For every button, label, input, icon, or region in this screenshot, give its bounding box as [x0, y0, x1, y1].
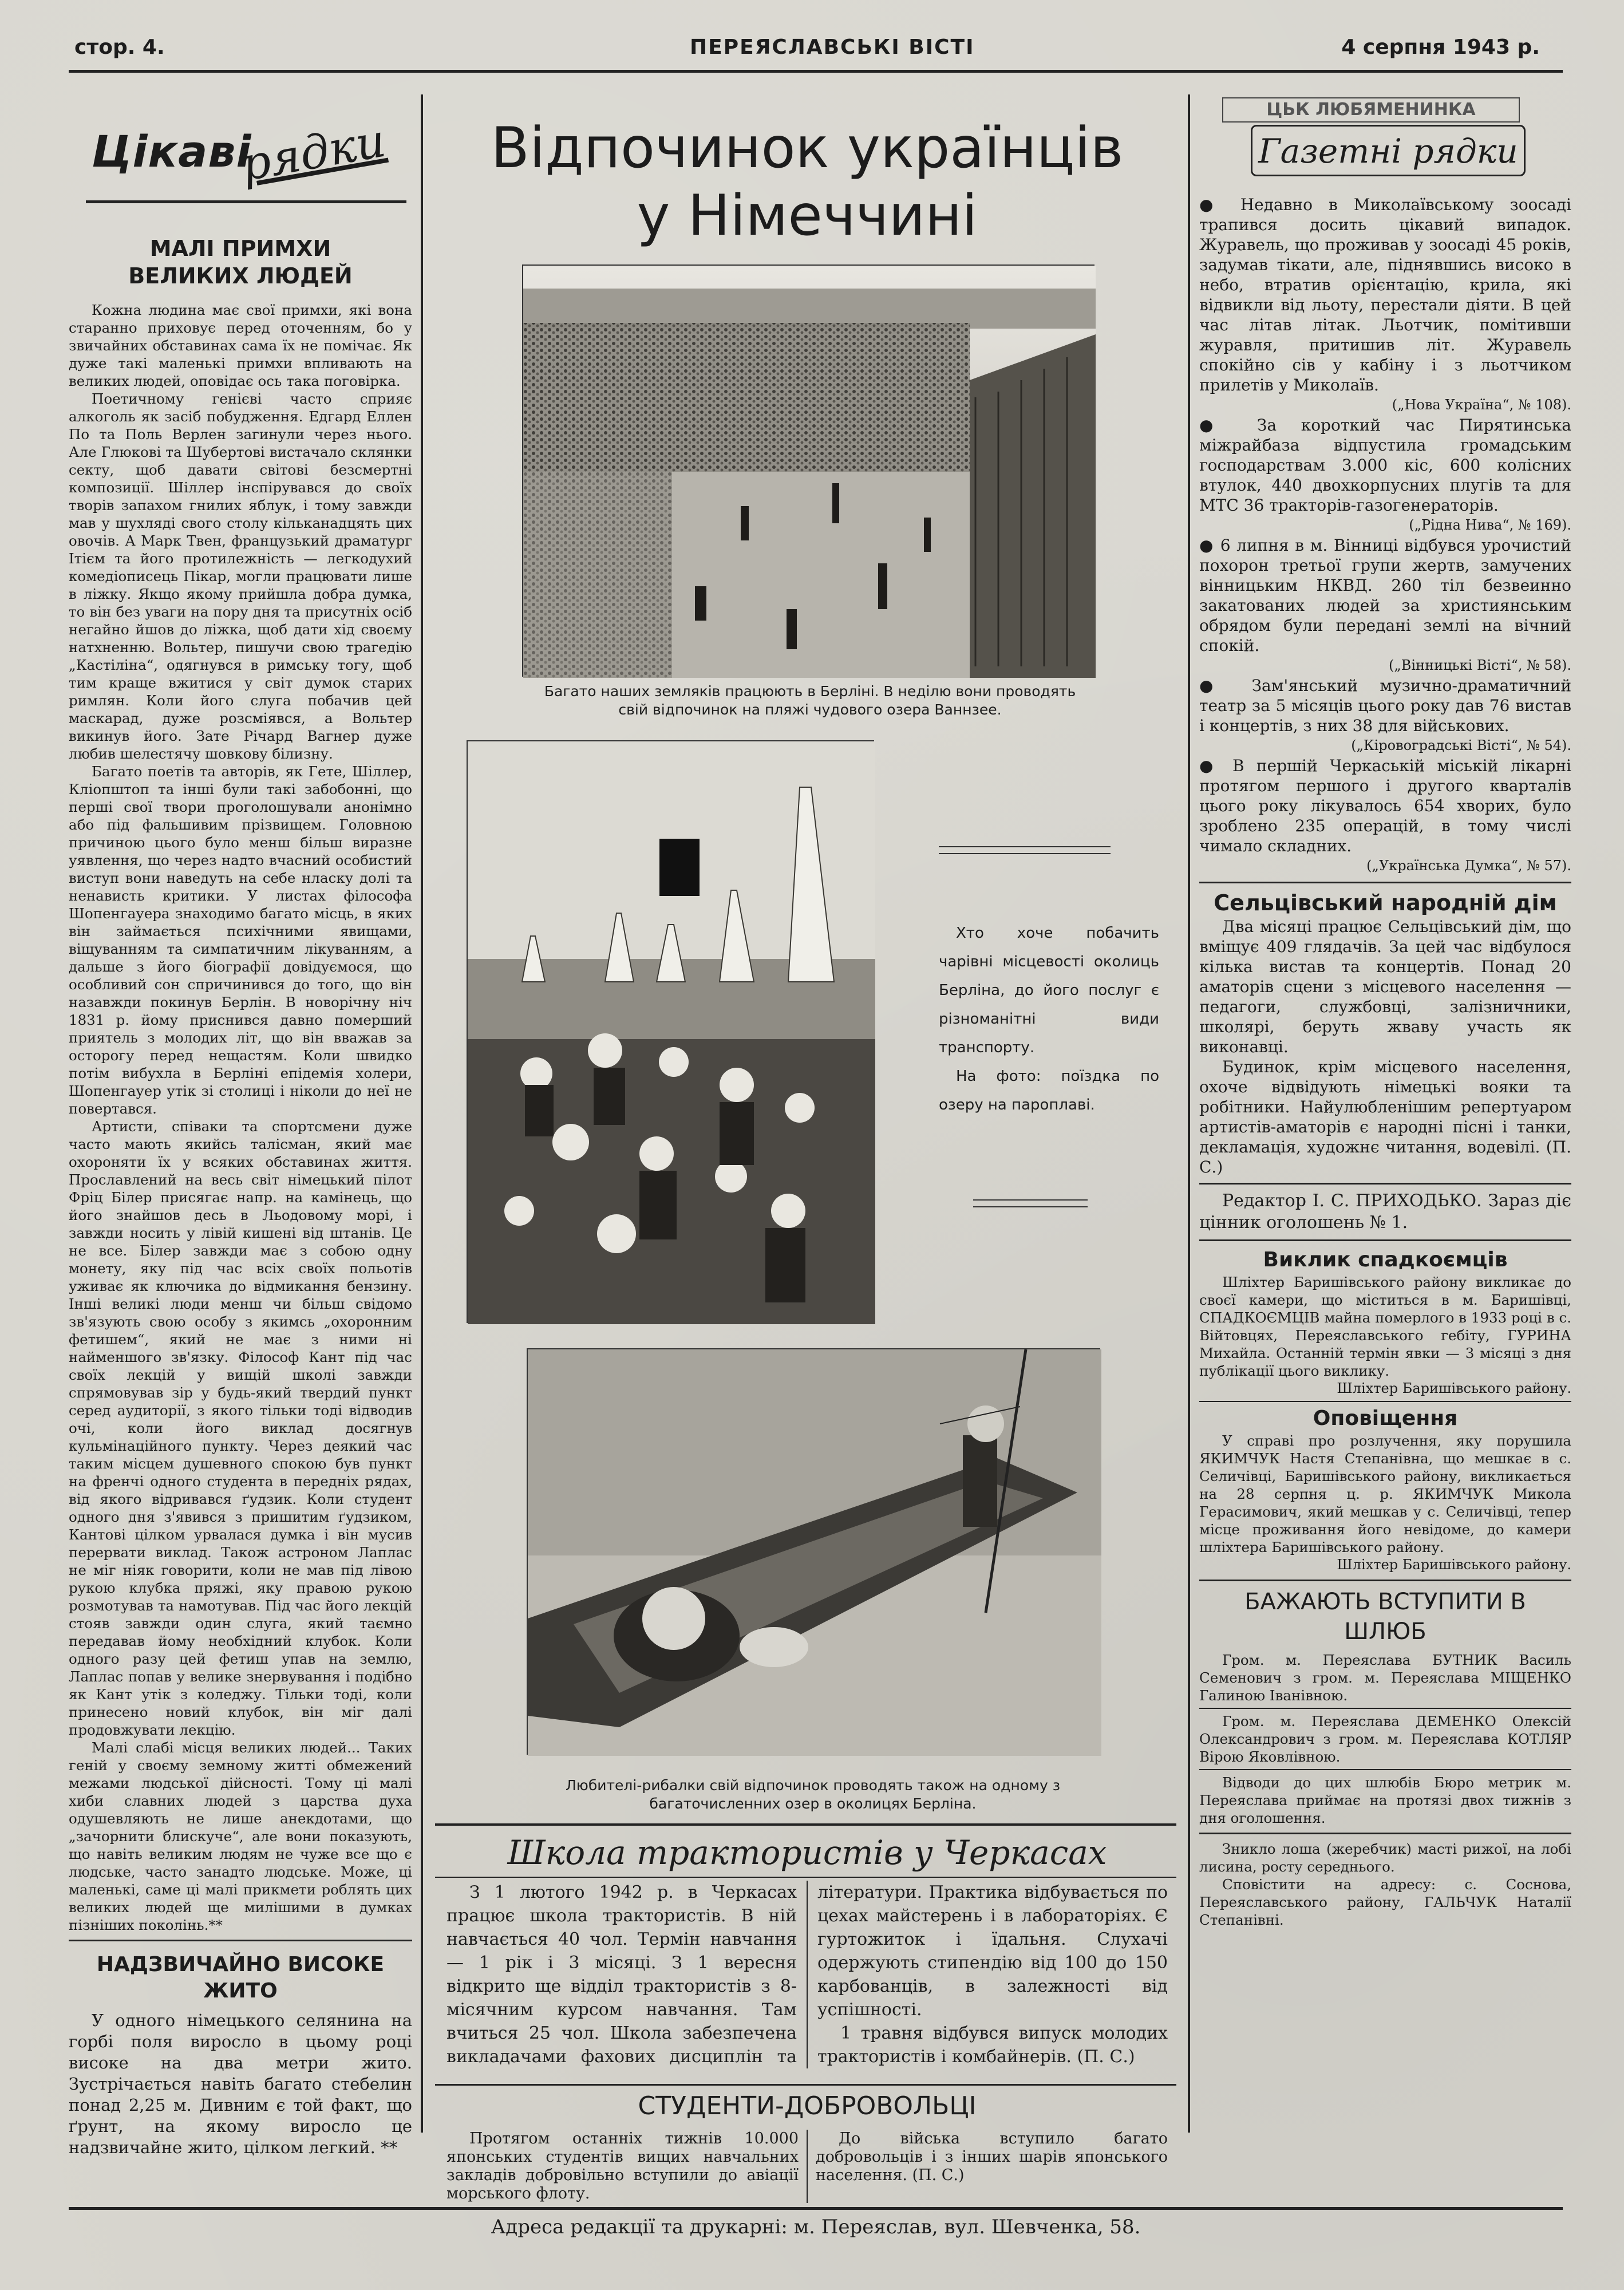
page-number: стор. 4. — [74, 35, 165, 59]
digest-source: („Вінницькі Вісті“, № 58). — [1388, 657, 1571, 673]
digest-item — [1199, 195, 1571, 395]
digest-text: Недавно в Миколаївському зоосаді трапився досить цікавий випадок. Журавель, що проживав у зоосаді 45 років, задумав тікати, але, піднявшись високо в небо, втратив орієнтацію, крила, які відвикли від льоту, перестали діяти. В цей час літав літак. Льотчик, помітивши журавля, притишив літ. Журавель спокійно сів у кабіну і з льотчиком прилетів у Миколаїв. — [1199, 195, 1571, 394]
divider — [1199, 1833, 1571, 1834]
headline-students: СТУДЕНТИ-ДОБРОВОЛЬЦІ — [638, 2091, 977, 2121]
paragraph: Зникло лоша (жеребчик) масті рижої, на лобі лисина, росту середнього. — [1199, 1841, 1571, 1875]
signature: Шліхтер Баришівського району. — [1337, 1380, 1571, 1396]
rubric-cikavi-riadky — [69, 109, 412, 223]
article-title-primhy: МАЛІ ПРИМХИ ВЕЛИКИХ ЛЮДЕЙ — [128, 236, 353, 289]
header-rule — [69, 70, 1563, 73]
boat-trip-image — [468, 741, 875, 1324]
center-rule — [435, 2084, 1176, 2086]
digest-item — [1199, 756, 1571, 856]
headline-line-1: Відпочинок українців — [491, 116, 1124, 181]
notice-text — [1199, 1432, 1571, 1574]
editor-line: Редактор І. С. ПРИХОДЬКО. Зараз діє цінник оголошень № 1. — [1199, 1191, 1571, 1233]
rubric-title: Газетні рядки — [1251, 125, 1526, 176]
divider — [1199, 1769, 1571, 1770]
bullet-icon: ● — [1199, 676, 1252, 695]
students-text — [446, 2130, 1168, 2203]
headline-narodnii-dim: Сельцівський народній дім — [1214, 890, 1557, 915]
paragraph: Будинок, крім місцевого населення, охоче відвідують німецькі вояки та робітники. Найулюбленішим репертуаром артистів-аматорів є народні пісні і танки, декламація, художнє читання, водевілі. (П. С.) — [1199, 1057, 1571, 1176]
divider — [1199, 1239, 1571, 1241]
rubric-stamp: ЦЬК ЛЮБЯМЕНИНКА — [1222, 97, 1520, 123]
paragraph: З 1 лютого 1942 р. в Черкасах працює школа трактористів. В ній навчається 40 чол. Термін навчання — 1 рік і 3 місяці. З 1 вересня відкрито ще відділ трактористів з 8-місячним курсом навчання. Там вчиться 25 чол. Школа забезпечена викладачами фахових дисциплін та літератури. Практика відбувається по цехах майстерень і в лабораторіях. Є гуртожиток і їдальня. Слухачі одержують стипендію від 100 до 150 карбованців, в залежності від успішності. — [446, 1882, 1168, 2067]
paragraph: У одного німецького селянина на горбі поля виросло в цьому році високе на два метри жито. Зустрічається навіть багато стебелин понад 2,25 м. Дивним є той факт, що ґрунт, на якому виросло це надзвичайне жито, цілком легкий. ** — [69, 2011, 412, 2157]
rubric-hazetni-riadky — [1199, 97, 1571, 195]
digest-source: („Українська Думка“, № 57). — [1366, 858, 1571, 874]
tractor-school-text — [446, 1881, 1168, 2068]
divider — [1199, 882, 1571, 883]
issue-date: 4 серпня 1943 р. — [1341, 35, 1540, 59]
signature: Шліхтер Баришівського району. — [1337, 1557, 1571, 1573]
page-header — [74, 30, 1540, 70]
lost-animal-notice — [1199, 1840, 1571, 1929]
digest-item — [1199, 535, 1571, 656]
headline-tractor-school: Школа трактористів у Черкасах — [507, 1833, 1107, 1872]
paragraph: Сповістити на адресу: с. Соснова, Переяславського району, ГАЛЬЧУК Наталії Степанівні. — [1199, 1876, 1571, 1928]
article-body-primhy — [69, 301, 412, 1934]
rubric-underline — [86, 200, 406, 203]
divider — [1199, 1580, 1571, 1581]
beach-crowd-image — [523, 266, 1096, 678]
column-divider-left — [421, 94, 423, 2133]
bullet-icon: ● — [1199, 195, 1240, 214]
divider — [69, 1940, 412, 1941]
left-column — [69, 109, 412, 2157]
divider-ornament — [973, 1199, 1088, 1207]
headline-line-2: у Німеччині — [637, 183, 978, 248]
caption-beach: Багато наших земляків працюють в Берліні. В неділю вони проводять свій відпочинок на пляжі чудового озера Ваннзее. — [544, 683, 1076, 718]
headline-vidpochynok — [435, 94, 1179, 250]
paragraph: Шліхтер Баришівського району викликає до своєї камери, що міститься в м. Баришівці, СПАДКОЄМЦІВ майна померлого в 1933 році в с. Війтовцях, Переяславського гебіту, ГУРИНА Михайла. Останній термін явки — 3 місяці з дня публікації цього виклику. — [1199, 1274, 1571, 1379]
narodnii-dim-text — [1199, 917, 1571, 1177]
digest-source: („Рідна Нива“, № 169). — [1409, 517, 1571, 533]
digest-text: 6 липня в м. Вінниці відбувся урочистий похорон третьої групи жертв, замучених вінницьким НКВД. 260 тіл безвеинно закатованих людей за християнським обрядом були передані землі на вічний спокій. — [1199, 536, 1571, 655]
editor-note — [1199, 1190, 1571, 1234]
side-caption-steamer — [939, 919, 1159, 1119]
newspaper-title: ПЕРЕЯСЛАВСЬКІ ВІСТІ — [690, 35, 975, 59]
digest-source: („Кіровоградські Вісті“, № 54). — [1351, 737, 1571, 753]
divider — [1199, 1708, 1571, 1709]
paragraph: Багато поетів та авторів, як Гете, Шіллер, Кліопштоп та інші були такі забобонні, що перші свої твори проголошували анонімно або під фальшивим прізвищем. Головною причиною цього було менш більш виразне уявлення, що через надто вчасний особистий виступ вони наведуть на себе нласку долі та ненависть критики. У листах філософа Шопенгауера знаходимо багато місць, в яких він займається психічними явищами, віщуванням та симпатичним лікуванням, а дальше з його біографії довідуємося, що особливий сон спричинився до того, що він назавжди покинув Берлін. В новорічну ніч 1831 р. йому приснився давно померший приятель з молодих літ, що він вважав за осторогу перед нещастям. Коли швидко потім вибухла в Берліні епідемія холери, Шопенгауер утік зі столиці і ніколи до неї не повертався. — [69, 763, 412, 1117]
column-divider-right — [1188, 94, 1190, 2133]
headline-notice: Оповіщення — [1313, 1407, 1458, 1430]
right-column — [1199, 97, 1571, 2204]
news-digest — [1199, 195, 1571, 876]
article-title-zhyto: НАДЗВИЧАЙНО ВИСОКЕ ЖИТО — [96, 1953, 385, 2003]
digest-text: Зам'янський музично-драматичний театр за 5 місяців цього року дав 76 вистав і концертів, з них 38 для військових. — [1199, 676, 1571, 735]
divider — [1199, 1183, 1571, 1185]
headline-marriage: БАЖАЮТЬ ВСТУПИТИ В ШЛЮБ — [1244, 1589, 1526, 1645]
paragraph: Артисти, співаки та спортсмени дуже часто мають якийсь талісман, який має охороняти їх у всяких обставинах життя. Прославлений на весь світ німецький пілот Фріц Білер присягає напр. на камінець, що його знайшов десь в Льодовому морі, і завжди носить у лівій кишені від штанів. Це не все. Білер завжди має з собою одну монету, яку під час всіх своїх польотів уживає як ключика до відмикання бензину. Інші великі люди менш чи більш свідомо зв'язують свою особу з якимсь „охоронним фетишем“, який не має з ними ні найменшого зв'язку. Філософ Кант під час своїх лекцій у вищій школі завжди спрямовував зір у будь-який твердий пункт серед аудиторії, з якого тільки тоді відводив очі, коли його виклад досягнув кульмінаційного пункту. Через деякий час таким місцем душевного спокою був пункт на френчі одного студента в передніх рядах, від якого відривався ґудзик. Коли студент одного дня з'явився з пришитим ґудзиком, Кантові цілком урвалася думка і він мусив перервати виклад. Також астроном Лаплас не міг ніяк говорити, коли не мав під лівою рукою клубка пряжі, яку правою рукою розмотував та намотував. Під час його лекцій стояв завжди один слуга, який таємно передавав йому необхідний клубок. Коли одного разу цей фетиш упав на землю, Лаплас попав у велике знервування і подібно як Кант утік з коледжу. Тільки тоді, коли принесено новий клубок, він міг далі продовжувати лекцію. — [69, 1118, 412, 1738]
bullet-icon: ● — [1199, 756, 1233, 775]
fishing-boat-image — [528, 1349, 1101, 1756]
footer-address: Адреса редакції та друкарні: м. Переяслав, вул. Шевченка, 58. — [491, 2216, 1141, 2238]
marriage-note: Відводи до цих шлюбів Бюро метрик м. Переяслава приймає на протязі двох тижнів з дня оголошення. — [1199, 1774, 1571, 1826]
rubric-word-1: Цікаві — [92, 126, 252, 177]
paragraph: 1 травня відбувся випуск молодих трактористів і комбайнерів. (П. С.) — [817, 2023, 1168, 2067]
headline-heirs: Виклик спадкоємців — [1263, 1248, 1508, 1272]
paragraph: Малі слабі місця великих людей... Таких геній у своєму земному житті обмежений межами людської дійсності. Тому ці малі хиби славних людей з царства духа одушевляють не лише анекдотами, що „зачорнити блискуче“, але вони показують, що навіть великим людям не чуже все що є людське, часто занадто людське. Може, ці маленькі, саме ці малі прикмети роблять цих великих людей ще милішими в думках пізніших поколінь.** — [69, 1739, 412, 1933]
marriage-item: Гром. м. Переяслава БУТНИК Василь Семенович з гром. м. Переяслава МІЩЕНКО Галиною Іванівною. — [1199, 1652, 1571, 1704]
heirs-text — [1199, 1273, 1571, 1397]
marriage-item: Гром. м. Переяслава ДЕМЕНКО Олексій Олександрович з гром. м. Переяслава КОТЛЯР Вірою Яковлівною. — [1199, 1713, 1571, 1765]
digest-text: За короткий час Пирятинська міжрайбаза відпустила громадським господарствам 3.000 кіс, 600 колісних втулок, 440 двохкорпусних плугів та для МТС 36 тракторів-газогенераторів. — [1199, 416, 1571, 515]
paragraph: Кожна людина має свої примхи, які вона старанно приховує перед оточенням, бо у звичайних обставинах сама їх не помічає. Як дуже такі маленькі примхи впливають на великих людей, оповідає ось така поговірка. — [69, 302, 412, 389]
digest-item — [1199, 676, 1571, 736]
rubric-word-2: рядки — [236, 113, 390, 192]
bullet-icon: ● — [1199, 416, 1257, 435]
bullet-icon: ● — [1199, 536, 1220, 555]
side-caption-text: Хто хоче побачить чарівні місцевості околиць Берліна, до його послуг є різноманітні види транспорту. — [939, 925, 1159, 1056]
caption-fishing: Любителі-рибалки свій відпочинок проводять також на одному з багаточисленних озер в околицях Берліна. — [565, 1777, 1061, 1812]
center-rule — [435, 1823, 1176, 1826]
photo-fishing — [527, 1348, 1100, 1755]
divider-ornament — [939, 846, 1111, 854]
footer-rule — [69, 2207, 1563, 2210]
article-body-zhyto — [69, 2010, 412, 2158]
paragraph: Протягом останніх тижнів 10.000 японських студентів вищих навчальних закладів добровільно вступили до авіації морського флоту. — [446, 2130, 799, 2202]
paragraph: До війська вступило багато добровольців і з інших шарів японського населення. (П. С.) — [816, 2130, 1168, 2184]
photo-steamer — [467, 740, 874, 1323]
paragraph: Поетичному генієві часто сприяє алкоголь як засіб побудження. Едгард Еллен По та Поль Верлен загинули через нього. Але Глюкові та Шубертові вистачало склянки секту, щоб давати світові безсмертні композиції. Шіллер інспірувався до своїх творів запахом гнилих яблук, і тому завжди мав у шухляді свого столу кільканадцять цих овочів. А Марк Твен, французький драматург Ітієм та його протилежність — легкодухий комедіописець Пікар, могли працювати лише в ліжку. Якщо якому прийшла добра думка, то він без уваги на пору дня та присутніх осіб негайно йшов до ліжка, щоб дати хід своєму натхненню. Вольтер, пишучи свою трагедію „Кастіліна“, одягнувся в римську тогу, щоб тим краще вжитися у світ думок старих римлян. Коли його слуга побачив цей маскарад, дуже розсміявся, а Вольтер викинув його. Зате Річард Вагнер дуже любив шелестячу шовкову білизну. — [69, 390, 412, 762]
divider — [1199, 1401, 1571, 1402]
paragraph: У справі про розлучення, яку порушила ЯКИМЧУК Настя Степанівна, що мешкає в с. Селичівці, Баришівського району, викликається на 28 серпня ц. р. ЯКИМЧУК Микола Герасимович, який мешкав у с. Селичівці, тепер місце проживання його невідоме, до камери шліхтера Баришівського району. — [1199, 1432, 1571, 1555]
marriage-list — [1199, 1651, 1571, 1827]
digest-text: В першій Черкаській міській лікарні протягом першого і другого кварталів цього року лікувалось 654 хворих, було зроблено 235 операцій, в тому числі чимало складних. — [1199, 756, 1571, 855]
photo-beach — [522, 264, 1094, 677]
center-thin-rule — [435, 1877, 1176, 1878]
digest-item — [1199, 415, 1571, 515]
digest-source: („Нова Україна“, № 108). — [1392, 397, 1571, 413]
paragraph: Два місяці працює Сельцівський дім, що вміщує 409 глядачів. За цей час відбулося кілька вистав та концертів. Понад 20 аматорів сцени з місцевого населення — педагоги, службовці, залізничники, школярі, беруть жваву участь як виконавці. — [1199, 917, 1571, 1056]
side-caption-photo-note: На фото: поїздка по озеру на пароплаві. — [939, 1068, 1159, 1114]
